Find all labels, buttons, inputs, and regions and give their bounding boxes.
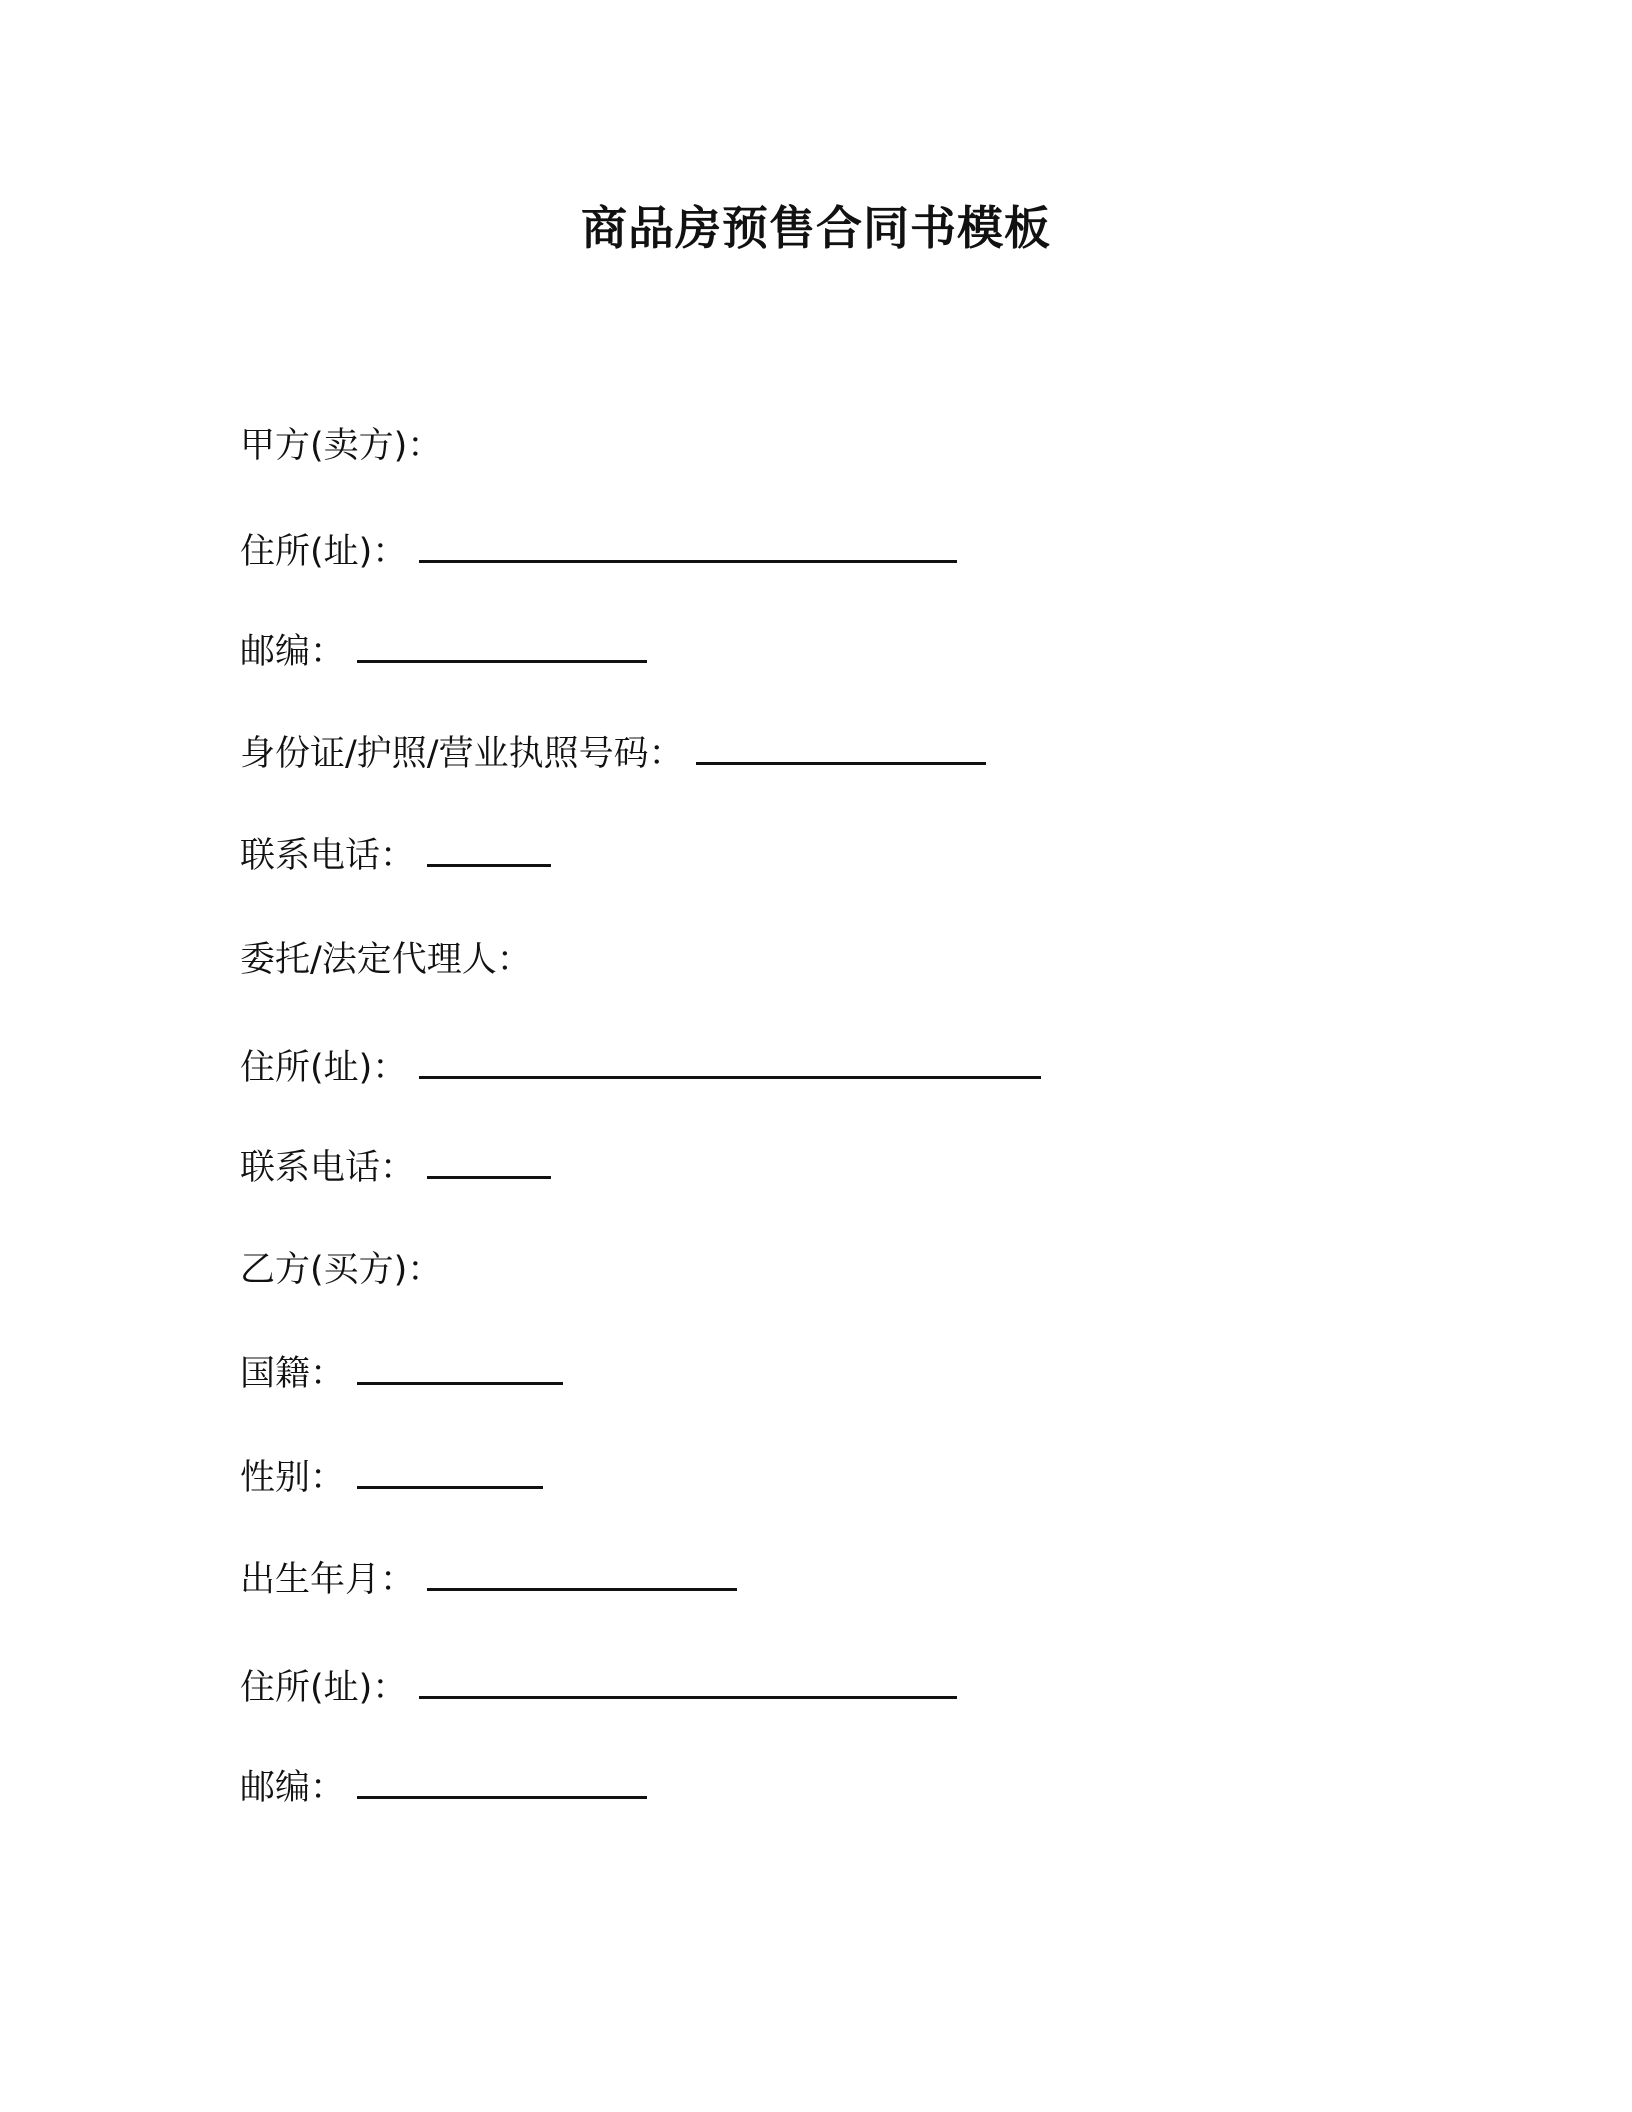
party-b-gender-field: [240, 1454, 543, 1502]
field-label: 国籍：: [240, 1354, 346, 1394]
field-label: 邮编：: [240, 632, 346, 672]
fill-in-blank[interactable]: [419, 1054, 1041, 1079]
party-b-postcode-field: [240, 1764, 647, 1812]
field-label: 乙方(买方)：: [240, 1250, 443, 1290]
party-a-phone-field: [240, 832, 551, 880]
field-label: 甲方(卖方)：: [240, 426, 443, 466]
field-label: 住所(址)：: [240, 1668, 408, 1708]
fill-in-blank[interactable]: [419, 1674, 957, 1699]
party-b-heading: [240, 1246, 442, 1294]
field-label: 邮编：: [240, 1768, 346, 1808]
field-label: 联系电话：: [240, 836, 416, 876]
fill-in-blank[interactable]: [427, 1154, 551, 1179]
field-label: 住所(址)：: [240, 532, 408, 572]
fill-in-blank[interactable]: [696, 740, 986, 765]
party-a-postcode-field: [240, 628, 647, 676]
field-label: 委托/法定代理人：: [240, 940, 532, 980]
party-a-agent-heading: [240, 936, 532, 984]
party-b-nationality-field: [240, 1350, 563, 1398]
party-b-address-field: [240, 1664, 957, 1712]
fill-in-blank[interactable]: [427, 1566, 737, 1591]
party-a-heading: [240, 422, 442, 470]
party-a-agent-address-field: [240, 1044, 1041, 1092]
fill-in-blank[interactable]: [427, 842, 551, 867]
party-a-address-field: [240, 528, 957, 576]
field-label: 身份证/护照/营业执照号码：: [240, 734, 684, 774]
party-b-birth-date-field: [240, 1556, 737, 1604]
field-label: 联系电话：: [240, 1148, 416, 1188]
fill-in-blank[interactable]: [357, 1774, 647, 1799]
document-title: 商品房预售合同书模板: [581, 201, 1051, 255]
field-label: 住所(址)：: [240, 1048, 408, 1088]
party-a-id-number-field: [240, 730, 986, 778]
fill-in-blank[interactable]: [357, 638, 647, 663]
field-label: 出生年月：: [240, 1560, 416, 1600]
fill-in-blank[interactable]: [357, 1464, 543, 1489]
party-a-agent-phone-field: [240, 1144, 551, 1192]
field-label: 性别：: [240, 1458, 346, 1498]
fill-in-blank[interactable]: [419, 538, 957, 563]
fill-in-blank[interactable]: [357, 1360, 563, 1385]
